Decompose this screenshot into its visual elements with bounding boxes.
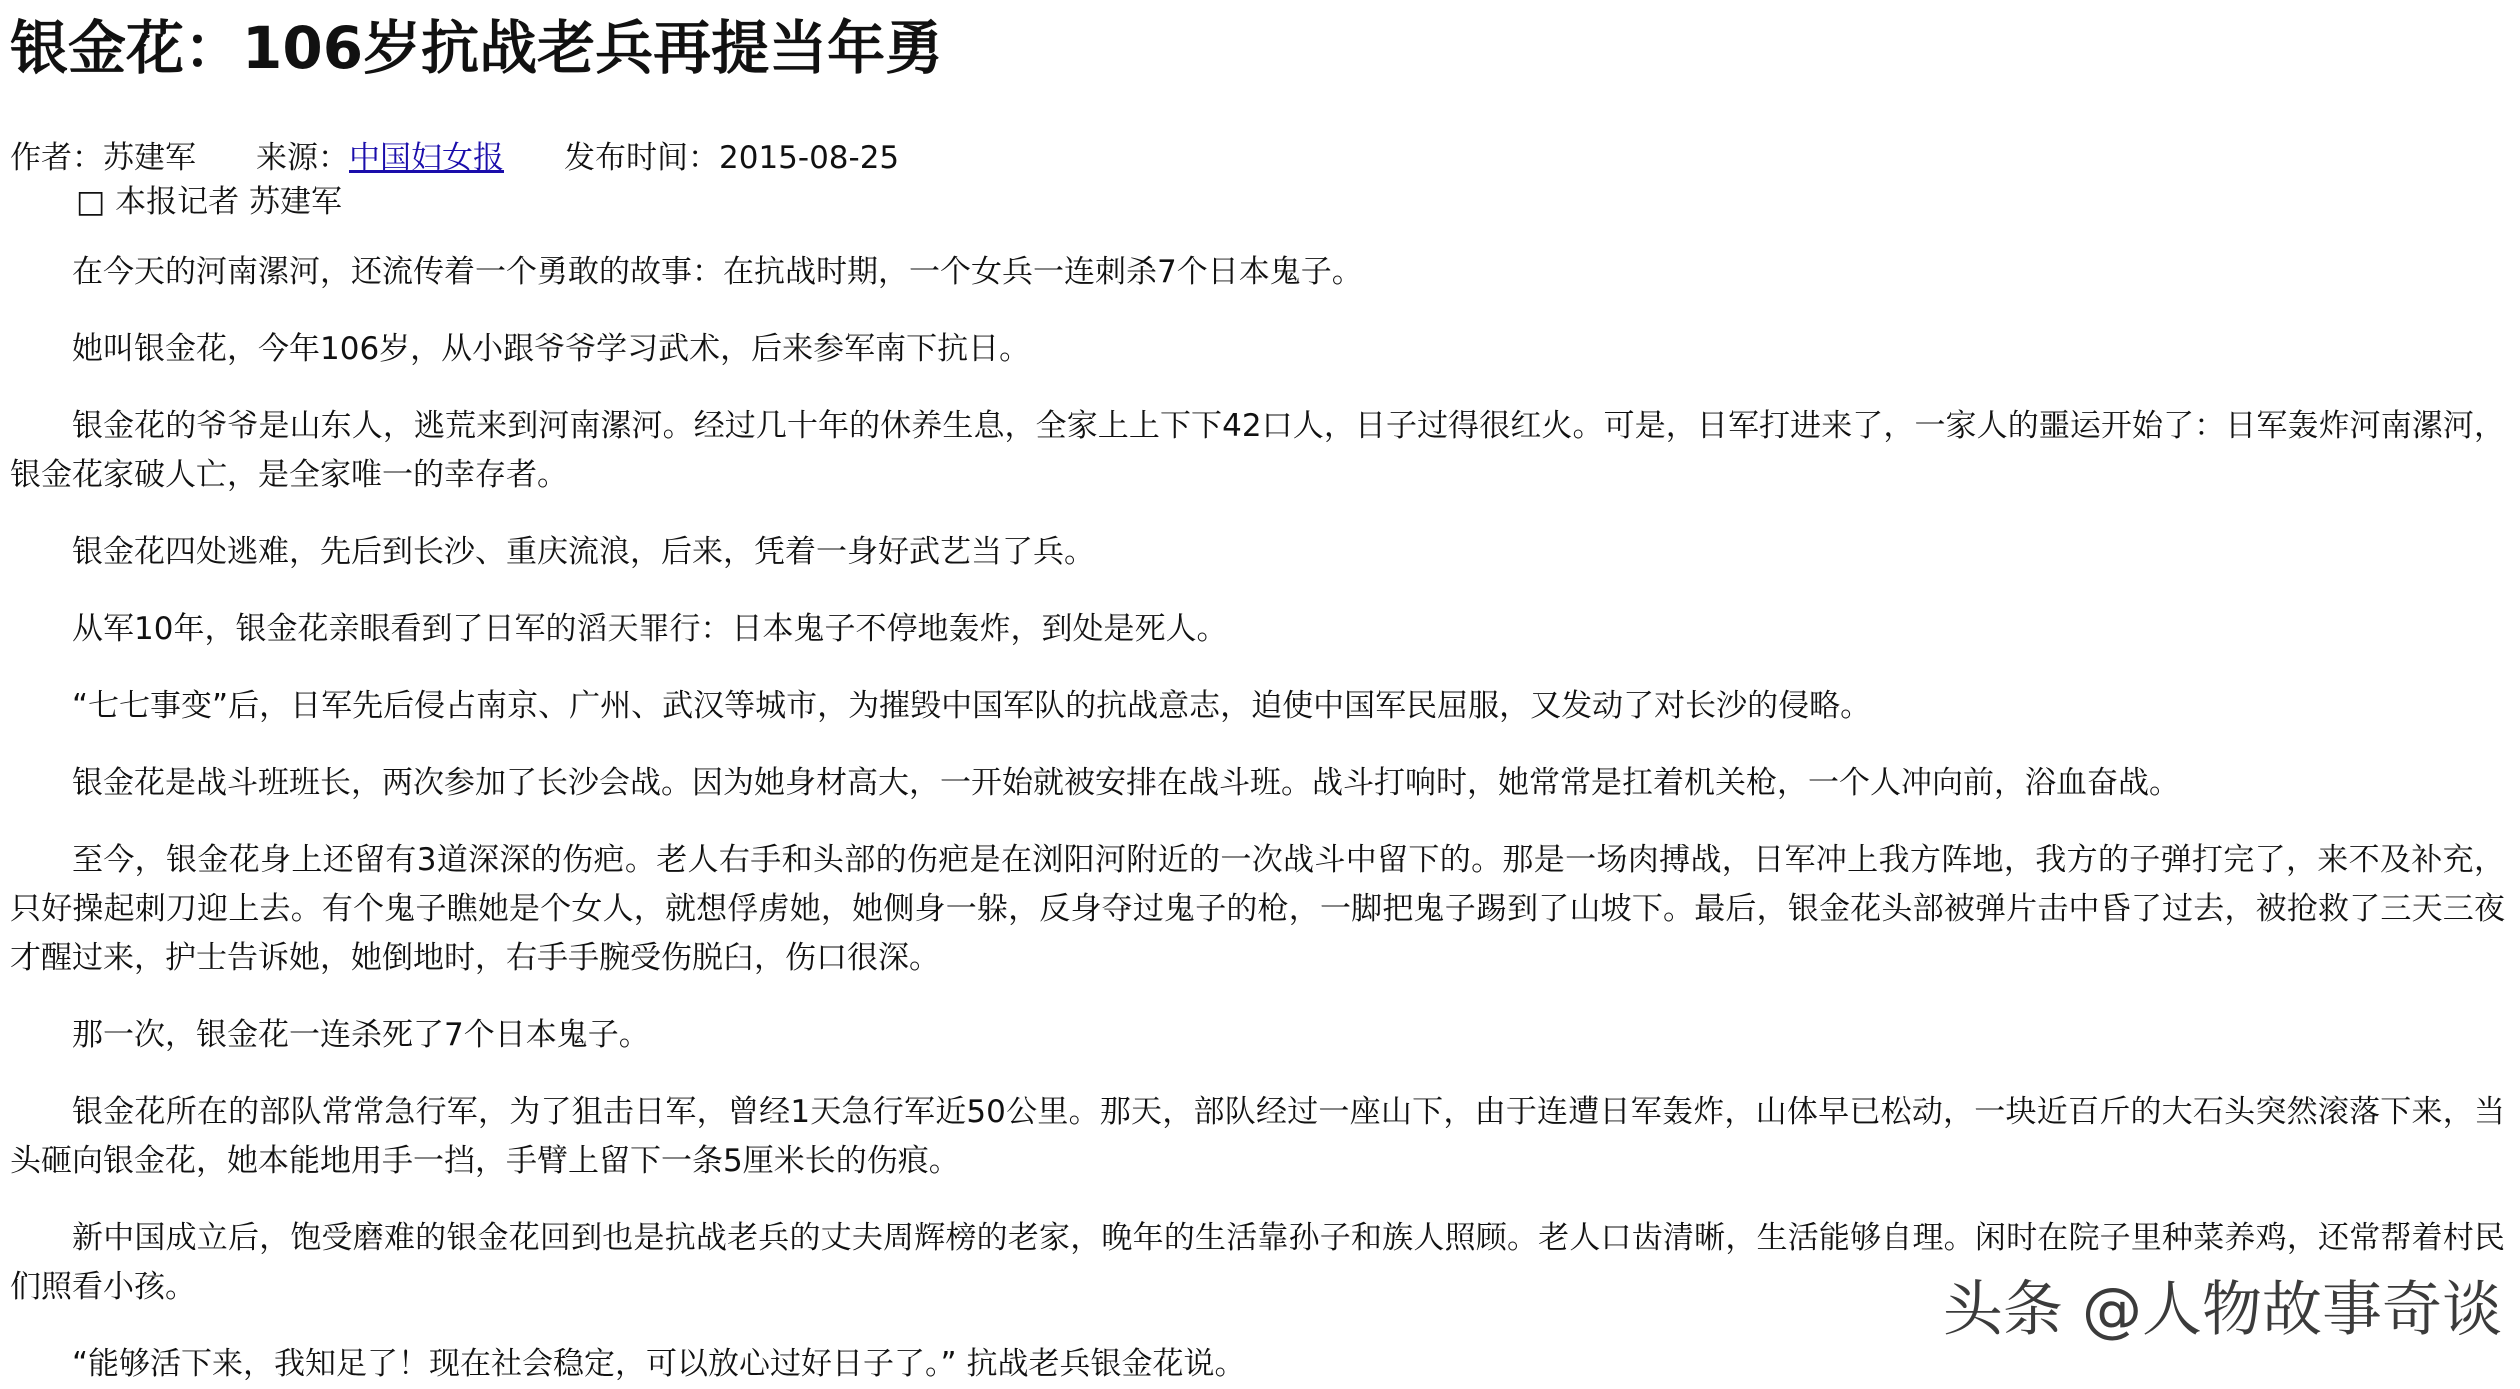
- paragraph: 银金花四处逃难，先后到长沙、重庆流浪，后来，凭着一身好武艺当了兵。: [72, 534, 1095, 570]
- publish-date: 发布时间：2015-08-25: [564, 140, 900, 176]
- source-watermark: 头条 @人物故事奇谈: [1942, 1275, 2502, 1345]
- article: [10, 0, 2510, 1389]
- paragraph: “七七事变”后，日军先后侵占南京、广州、武汉等城市，为摧毁中国军队的抗战意志，迫使中国军民屈服，又发动了对长沙的侵略。: [72, 688, 1872, 724]
- article-body: [10, 248, 2510, 1389]
- paragraph: 她叫银金花，今年106岁，从小跟爷爷学习武术，后来参军南下抗日。: [72, 331, 1031, 367]
- paragraph: 银金花所在的部队常常急行军，为了狙击日军，曾经1天急行军近50公里。那天，部队经过一座山下，由于连遭日军轰炸，山体早已松动，一块近百斤的大石头突然滚落下来，当头砸向银金花，她本能地用手一挡，手臂上留下一条5厘米长的伤痕。: [10, 1094, 2505, 1179]
- author-label: 作者：苏建军: [10, 140, 196, 176]
- paragraph: 银金花是战斗班班长，两次参加了长沙会战。因为她身材高大，一开始就被安排在战斗班。战斗打响时，她常常是扛着机关枪，一个人冲向前，浴血奋战。: [72, 765, 2180, 801]
- source-link[interactable]: 中国妇女报: [349, 140, 504, 176]
- paragraph: 至今，银金花身上还留有3道深深的伤疤。老人右手和头部的伤疤是在浏阳河附近的一次战斗中留下的。那是一场肉搏战，日军冲上我方阵地，我方的子弹打完了，来不及补充，只好操起刺刀迎上去。有个鬼子瞧她是个女人，就想俘虏她，她侧身一躲，反身夺过鬼子的枪，一脚把鬼子踢到了山坡下。最后，银金花头部被弹片击中昏了过去，被抢救了三天三夜才醒过来，护士告诉她，她倒地时，右手手腕受伤脱臼，伤口很深。: [10, 842, 2505, 976]
- paragraph: 银金花的爷爷是山东人，逃荒来到河南漯河。经过几十年的休养生息，全家上上下下42口人，日子过得很红火。可是，日军打进来了，一家人的噩运开始了：日军轰炸河南漯河，银金花家破人亡，是全家唯一的幸存者。: [10, 408, 2505, 493]
- paragraph: 从军10年，银金花亲眼看到了日军的滔天罪行：日本鬼子不停地轰炸，到处是死人。: [72, 611, 1228, 647]
- article-title: 银金花：106岁抗战老兵再提当年勇: [10, 14, 944, 82]
- paragraph: 那一次，银金花一连杀死了7个日本鬼子。: [72, 1017, 650, 1053]
- paragraph: “能够活下来，我知足了！现在社会稳定，可以放心过好日子了。” 抗战老兵银金花说。: [72, 1346, 1246, 1382]
- reporter-byline: □ 本报记者 苏建军: [76, 184, 342, 220]
- paragraph: 新中国成立后，饱受磨难的银金花回到也是抗战老兵的丈夫周辉榜的老家，晚年的生活靠孙子和族人照顾。老人口齿清晰，生活能够自理。闲时在院子里种菜养鸡，还常帮着村民们照看小孩。: [10, 1220, 2505, 1305]
- source-label: 来源：: [256, 140, 349, 176]
- paragraph: 在今天的河南漯河，还流传着一个勇敢的故事：在抗战时期，一个女兵一连刺杀7个日本鬼子。: [72, 254, 1363, 290]
- article-meta: [10, 136, 2510, 180]
